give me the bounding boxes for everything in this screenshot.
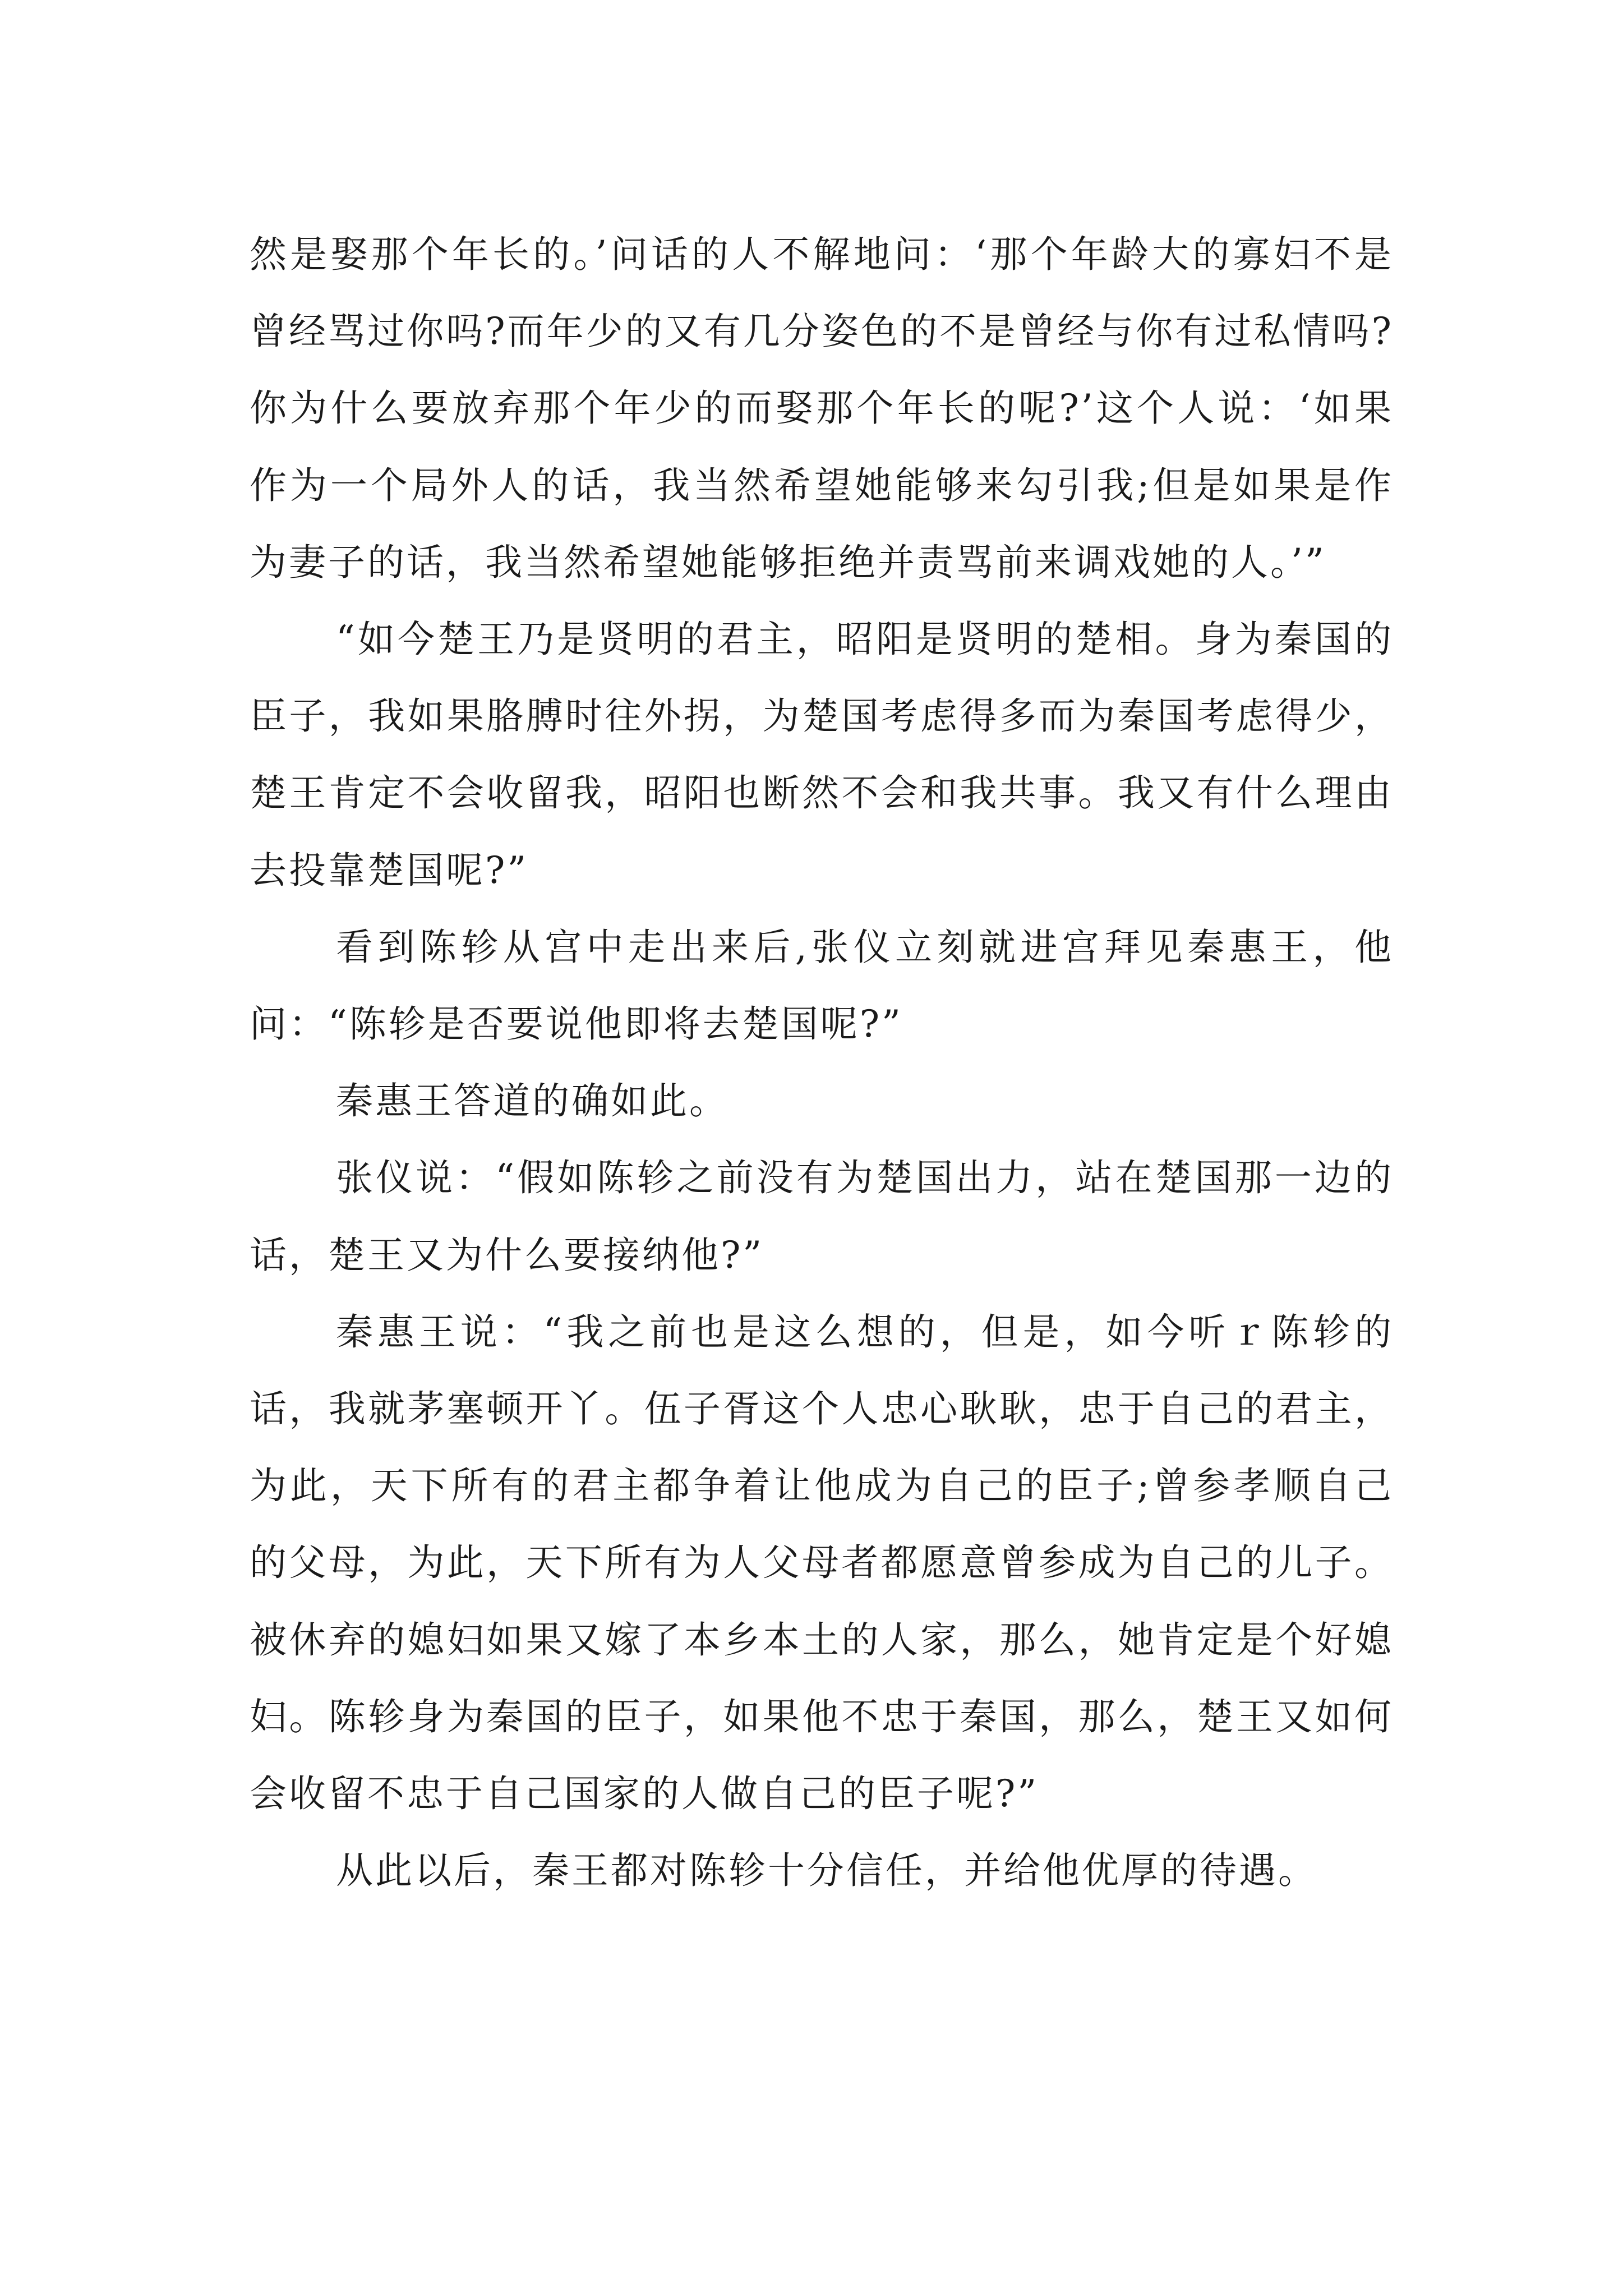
- paragraph-1: 然是娶那个年长的。’问话的人不解地问：‘那个年龄大的寡妇不是曾经骂过你吗?而年少的又有几分姿色的不是曾经与你有过私情吗?你为什么要放弃那个年少的而娶那个年长的呢?’这个人说：‘如果作为一个局外人的话，我当然希望她能够来勾引我;但是如果是作为妻子的话，我当然希望她能够拒绝并责骂前来调戏她的人。’”: [250, 233, 1394, 584]
- paragraph-5: 张仪说：“假如陈轸之前没有为楚国出力，站在楚国那一边的话，楚王又为什么要接纳他?”: [250, 1156, 1394, 1277]
- paragraph-4: 秦惠王答道的确如此。: [336, 1079, 728, 1123]
- paragraph-3: 看到陈轸从宫中走出来后,张仪立刻就进宫拜见秦惠王，他问：“陈轸是否要说他即将去楚国呢?”: [250, 925, 1394, 1046]
- paragraph-7: 从此以后，秦王都对陈轸十分信任，并给他优厚的待遇。: [336, 1849, 1317, 1893]
- body-text: [250, 216, 1394, 1909]
- paragraph-2: “如今楚王乃是贤明的君主，昭阳是贤明的楚相。身为秦国的臣子，我如果胳膊时往外拐，为楚国考虑得多而为秦国考虑得少，楚王肯定不会收留我，昭阳也断然不会和我共事。我又有什么理由去投靠楚国呢?”: [250, 618, 1394, 892]
- paragraph-6: 秦惠王说：“我之前也是这么想的，但是，如今听ｒ陈轸的话，我就茅塞顿开丫。伍子胥这个人忠心耿耿，忠于自己的君主，为此，天下所有的君主都争着让他成为自己的臣子;曾参孝顺自己的父母，为此，天下所有为人父母者都愿意曾参成为自己的儿子。被休弃的媳妇如果又嫁了本乡本土的人家，那么，她肯定是个好媳妇。陈轸身为秦国的臣子，如果他不忠于秦国，那么，楚王又如何会收留不忠于自己国家的人做自己的臣子呢?”: [250, 1310, 1394, 1816]
